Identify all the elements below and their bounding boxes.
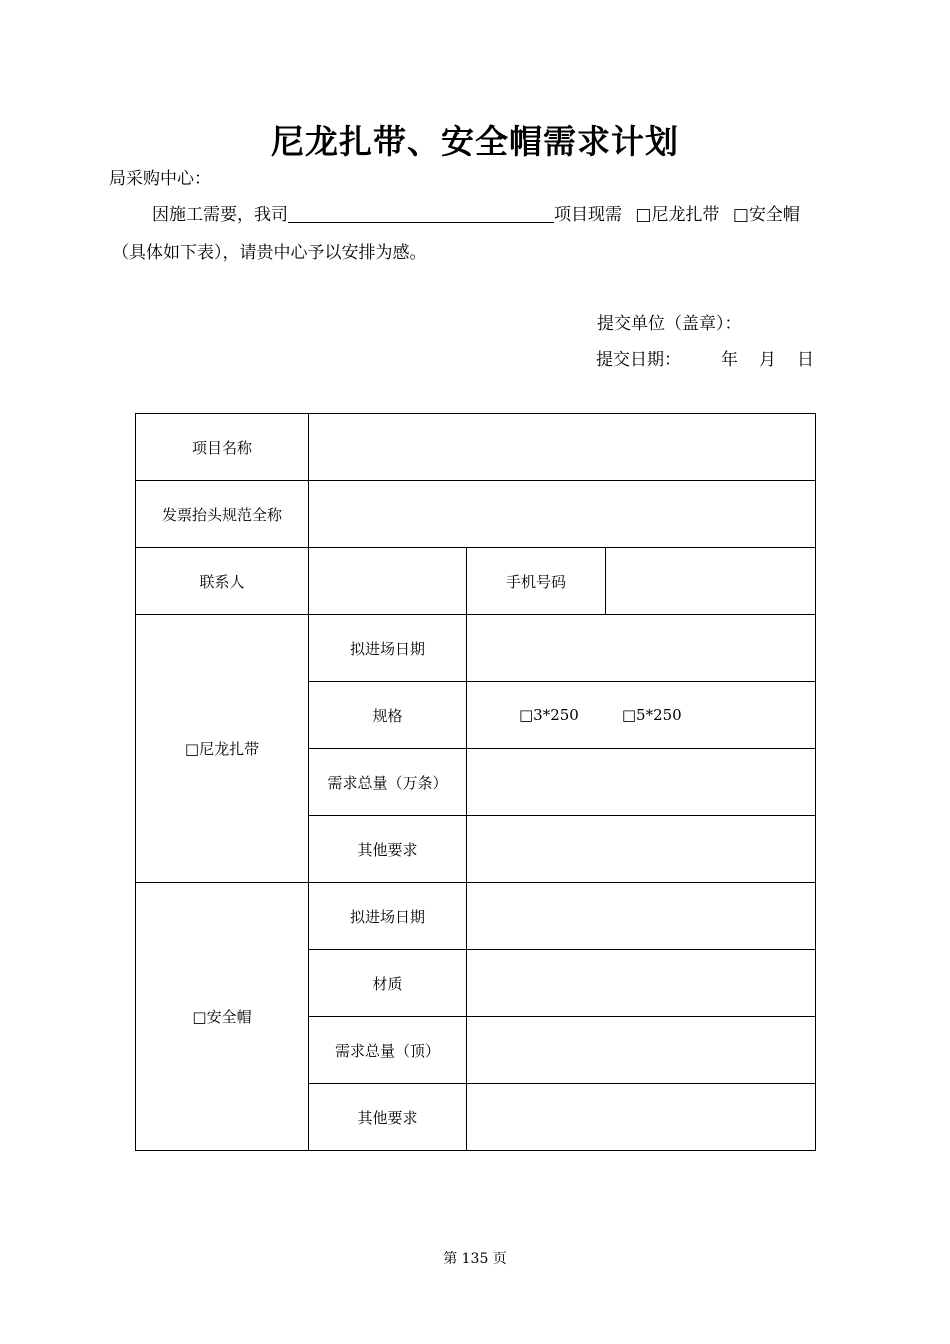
- helmet-arrival-date-field[interactable]: [467, 883, 816, 950]
- ties-other-label: 其他要求: [309, 816, 467, 883]
- spec-3x250-checkbox[interactable]: □3*250: [519, 706, 579, 724]
- helmet-material-label: 材质: [309, 950, 467, 1017]
- project-name-field[interactable]: [309, 414, 816, 481]
- ties-section-checkbox[interactable]: □尼龙扎带: [136, 615, 309, 883]
- helmet-total-field[interactable]: [467, 1017, 816, 1084]
- page-title: 尼龙扎带、安全帽需求计划: [271, 122, 679, 161]
- helmet-material-field[interactable]: [467, 950, 816, 1017]
- ties-arrival-date-label: 拟进场日期: [309, 615, 467, 682]
- invoice-title-field[interactable]: [309, 481, 816, 548]
- date-year: 年: [721, 350, 738, 370]
- option-helmet-checkbox[interactable]: □安全帽: [732, 205, 800, 225]
- date-month: 月: [759, 350, 776, 370]
- option-ties-checkbox[interactable]: □尼龙扎带: [635, 205, 720, 225]
- line1-suffix: 项目现需: [554, 205, 622, 225]
- helmet-arrival-date-label: 拟进场日期: [309, 883, 467, 950]
- spec-5x250-checkbox[interactable]: □5*250: [621, 706, 682, 724]
- page-number: 第 135 页: [443, 1251, 507, 1267]
- date-day: 日: [797, 350, 814, 370]
- contact-label: 联系人: [136, 548, 309, 615]
- request-form-table: [135, 413, 816, 1151]
- contact-field[interactable]: [309, 548, 467, 615]
- ties-arrival-date-field[interactable]: [467, 615, 816, 682]
- submit-date-label: 提交日期：: [596, 350, 681, 370]
- table-row: [136, 883, 816, 950]
- ties-spec-options: [467, 682, 816, 749]
- letter-line-2: （具体如下表），请贵中心予以安排为感。: [112, 243, 427, 263]
- project-name-label: 项目名称: [136, 414, 309, 481]
- helmet-total-label: 需求总量（顶）: [309, 1017, 467, 1084]
- line1-prefix: 因施工需要，我司: [152, 205, 288, 225]
- helmet-other-field[interactable]: [467, 1084, 816, 1151]
- submit-unit-label: 提交单位（盖章）：: [597, 314, 742, 334]
- letter-line-1: [152, 200, 800, 225]
- table-row: [136, 481, 816, 548]
- phone-label: 手机号码: [467, 548, 606, 615]
- ties-total-label: 需求总量（万条）: [309, 749, 467, 816]
- addressee: 局采购中心：: [109, 169, 211, 189]
- table-row: [136, 615, 816, 682]
- helmet-other-label: 其他要求: [309, 1084, 467, 1151]
- ties-spec-label: 规格: [309, 682, 467, 749]
- ties-total-field[interactable]: [467, 749, 816, 816]
- phone-field[interactable]: [606, 548, 816, 615]
- table-row: [136, 548, 816, 615]
- helmet-section-checkbox[interactable]: □安全帽: [136, 883, 309, 1151]
- submit-date-row: [596, 345, 814, 370]
- table-row: [136, 414, 816, 481]
- project-name-blank[interactable]: [288, 204, 554, 223]
- ties-other-field[interactable]: [467, 816, 816, 883]
- invoice-title-label: 发票抬头规范全称: [136, 481, 309, 548]
